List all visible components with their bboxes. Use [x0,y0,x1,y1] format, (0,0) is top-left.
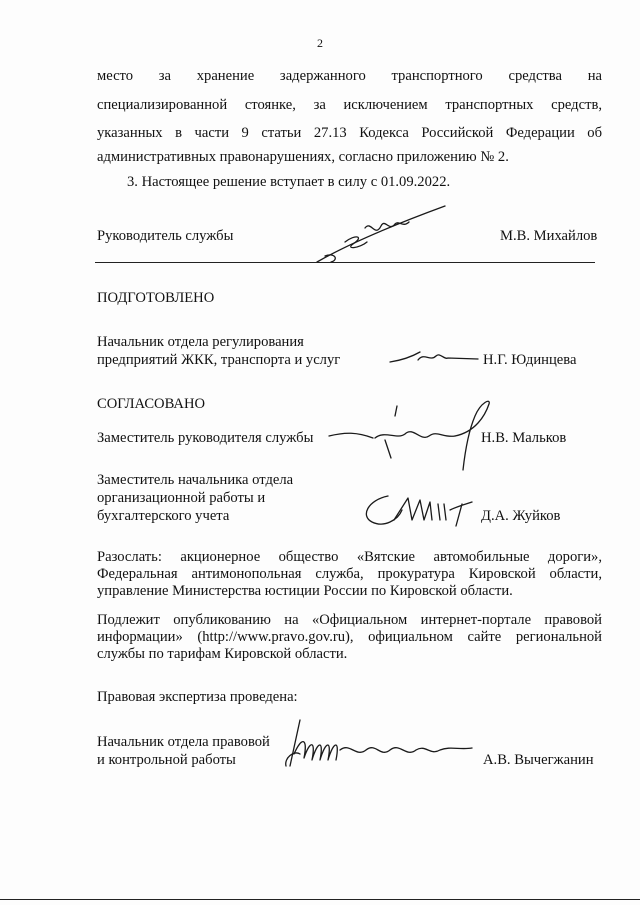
agreed-signer-1-name: Н.В. Мальков [481,430,567,446]
distribution-line-3: управление Министерства юстиции России по Кировской области. [97,583,513,599]
legal-review-statement: Правовая экспертиза проведена: [97,689,298,705]
body-line-2: специализированной стоянке, за исключением транспортных средств, [97,97,602,113]
agreed-signer-2-signature [358,490,476,530]
publication-line-2: информации» (http://www.pravo.gov.ru), официальном сайте региональной [97,629,602,645]
prepared-heading: ПОДГОТОВЛЕНО [97,290,215,306]
page-number: 2 [317,36,323,50]
point-3: 3. Настоящее решение вступает в силу с 01.09.2022. [127,174,451,190]
publication-line-3: службы по тарифам Кировской области. [97,646,348,662]
agreed-signer-2-name: Д.А. Жуйков [481,508,561,524]
prepared-signature [388,346,483,368]
agreed-signer-2-position-line-3: бухгалтерского учета [97,508,230,524]
agreed-heading: СОГЛАСОВАНО [97,396,206,412]
body-line-3: указанных в части 9 статьи 27.13 Кодекса Российской Федерации об [97,125,602,141]
head-name: М.В. Михайлов [500,228,598,244]
agreed-signer-1-position: Заместитель руководителя службы [97,430,314,446]
prepared-position-line-2: предприятий ЖКК, транспорта и услуг [97,352,341,368]
body-line-1: место за хранение задержанного транспортного средства на [97,68,602,84]
prepared-name: Н.Г. Юдинцева [483,352,577,368]
prepared-position-line-1: Начальник отдела регулирования [97,334,304,350]
legal-review-signature [280,710,480,770]
body-line-4: административных правонарушениях, согласно приложению № 2. [97,149,509,165]
legal-review-position-line-2: и контрольной работы [97,752,236,768]
section-divider [95,262,595,263]
agreed-signer-2-position-line-2: организационной работы и [97,490,266,506]
publication-line-1: Подлежит опубликованию на «Официальном интернет-портале правовой [97,612,602,628]
distribution-line-2: Федеральная антимонопольная служба, прокуратура Кировской области, [97,566,602,582]
legal-review-name: А.В. Вычегжанин [483,752,594,768]
head-signature [305,198,455,268]
agreed-signer-1-signature [325,396,495,472]
legal-review-position-line-1: Начальник отдела правовой [97,734,270,750]
distribution-line-1: Разослать: акционерное общество «Вятские автомобильные дороги», [97,549,602,565]
agreed-signer-2-position-line-1: Заместитель начальника отдела [97,472,294,488]
page-bottom-edge [0,899,640,900]
head-position: Руководитель службы [97,228,234,244]
